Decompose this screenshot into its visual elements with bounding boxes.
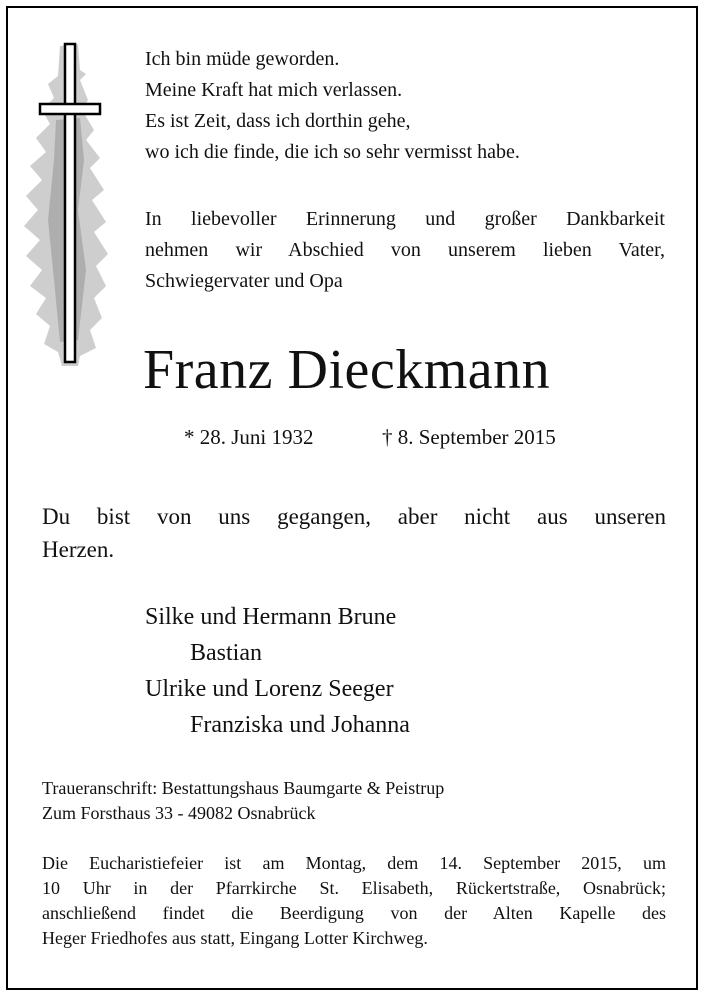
details-line: Die Eucharistiefeier ist am Montag, dem 14. September 2015, um bbox=[42, 853, 666, 873]
details-line: Heger Friedhofes aus statt, Eingang Lotter Kirchweg. bbox=[42, 928, 428, 948]
poem-line: Ich bin müde geworden. bbox=[145, 48, 340, 70]
details-line: 10 Uhr in der Pfarrkirche St. Elisabeth, Rückertstraße, Osnabrück; bbox=[42, 878, 666, 898]
intro-text bbox=[145, 204, 665, 297]
mourner-name: Silke und Hermann Brune bbox=[145, 604, 397, 630]
cross-icon bbox=[20, 40, 116, 370]
mourner-name: Franziska und Johanna bbox=[190, 712, 410, 738]
quote-line: Du bist von uns gegangen, aber nicht aus unseren bbox=[42, 504, 666, 529]
address-line: Traueranschrift: Bestattungshaus Baumgarte & Peistrup bbox=[42, 778, 445, 798]
mourner-name: Ulrike und Lorenz Seeger bbox=[145, 676, 394, 702]
service-details bbox=[42, 851, 666, 951]
intro-line: Schwiegervater und Opa bbox=[145, 270, 343, 292]
details-line: anschließend findet die Beerdigung von der Alten Kapelle des bbox=[42, 903, 666, 923]
address-line: Zum Forsthaus 33 - 49082 Osnabrück bbox=[42, 803, 316, 823]
mourner-name: Bastian bbox=[190, 640, 262, 666]
poem bbox=[145, 44, 520, 168]
quote-line: Herzen. bbox=[42, 537, 115, 562]
mourning-address bbox=[42, 776, 444, 826]
deceased-name: Franz Dieckmann bbox=[143, 339, 551, 401]
intro-line: In liebevoller Erinnerung und großer Dankbarkeit bbox=[145, 208, 665, 230]
death-date: † 8. September 2015 bbox=[382, 425, 556, 449]
poem-line: wo ich die finde, die ich so sehr vermisst habe. bbox=[145, 141, 520, 163]
birth-date: * 28. Juni 1932 bbox=[184, 425, 314, 449]
poem-line: Es ist Zeit, dass ich dorthin gehe, bbox=[145, 110, 411, 132]
intro-line: nehmen wir Abschied von unserem lieben Vater, bbox=[145, 239, 665, 261]
poem-line: Meine Kraft hat mich verlassen. bbox=[145, 79, 403, 101]
farewell-quote bbox=[42, 500, 666, 566]
